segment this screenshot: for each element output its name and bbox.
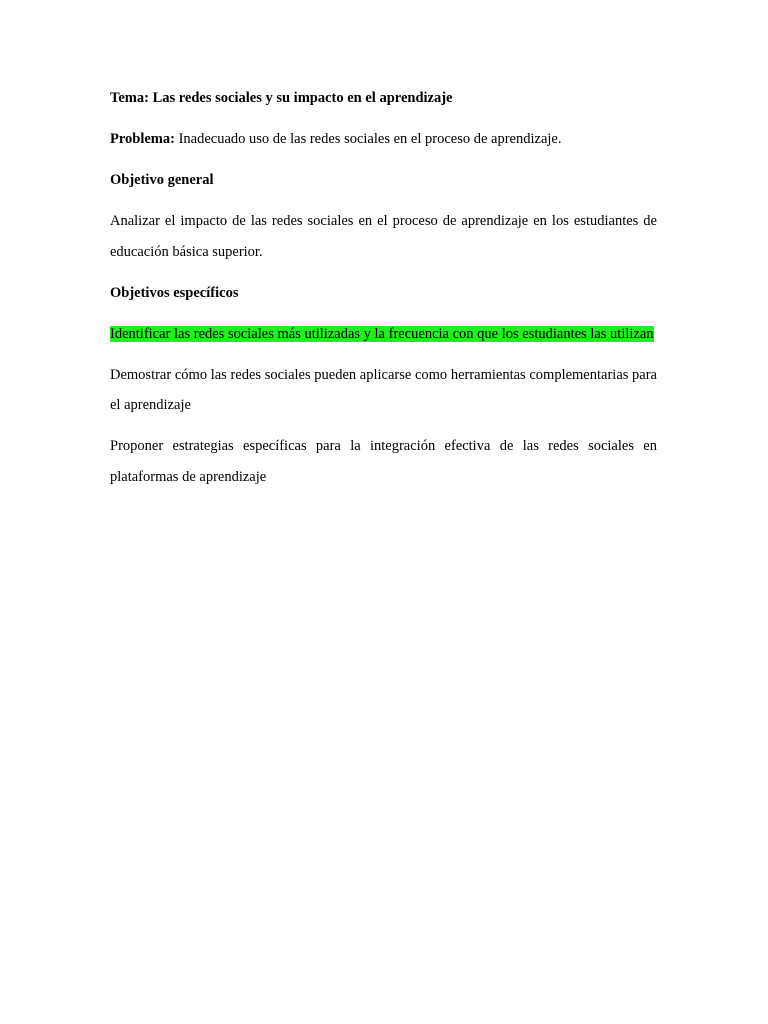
topic-label: Tema: [110,90,149,106]
specific-objectives-heading: Objetivos específicos [110,284,239,301]
problem-text: Inadecuado uso de las redes sociales en el proceso de aprendizaje. [178,131,562,147]
general-objective-heading: Objetivo general [110,172,214,188]
specific-objective-item: Proponer estrategias específicas para la integración efectiva de las redes sociales en plataformas de aprendizaje [110,438,657,485]
document-body [110,83,657,492]
problem-label: Problema: [110,131,175,147]
problem-line [110,124,657,155]
topic-line [110,83,657,114]
highlighted-text: Identificar las redes sociales más utilizadas y la frecuencia con que los estudiantes las utilizan [110,325,654,342]
specific-objective-item [110,319,657,350]
topic-text: Las redes sociales y su impacto en el aprendizaje [152,90,453,106]
general-objective-text: Analizar el impacto de las redes sociales en el proceso de aprendizaje en los estudiantes de educación básica superior. [110,213,657,260]
specific-objective-item: Demostrar cómo las redes sociales pueden aplicarse como herramientas complementarias para el aprendizaje [110,366,657,413]
